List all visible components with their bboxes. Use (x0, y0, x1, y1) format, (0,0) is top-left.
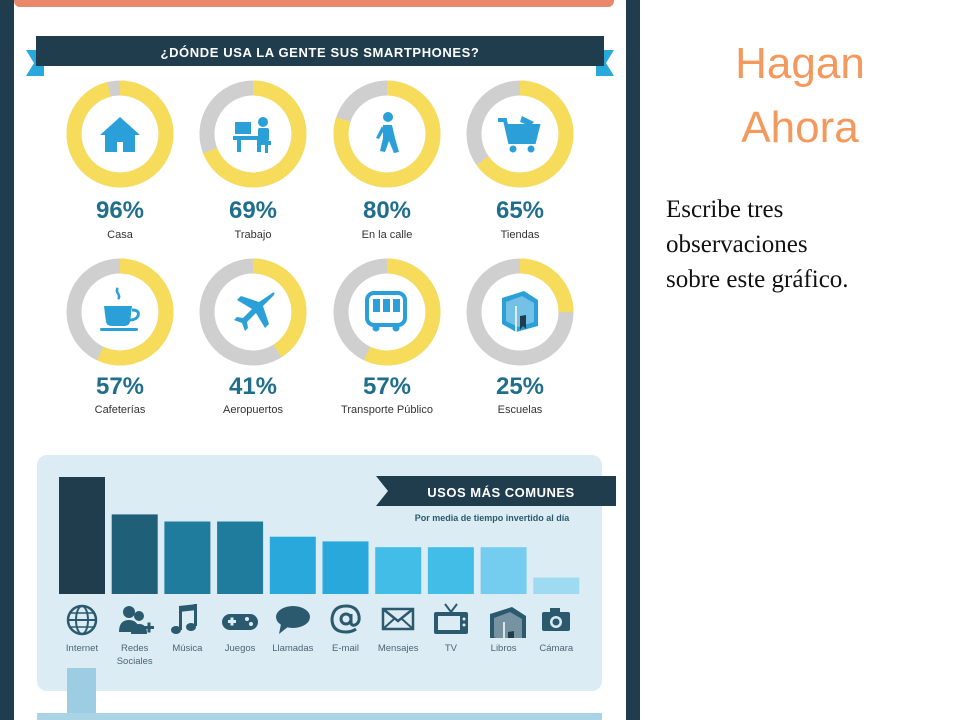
bar-category-label (263, 642, 323, 655)
donut-cafeter-as (64, 256, 176, 368)
instruction-line: observaciones (666, 231, 808, 258)
slide-title-line: Hagan (735, 39, 865, 88)
tv-icon (429, 602, 473, 638)
bar-category-label-line: Cámara (539, 643, 574, 654)
donut-casa (64, 78, 176, 190)
donut-en-la-calle (331, 78, 443, 190)
bar-category-label (52, 642, 112, 655)
donut-category-label: Cafeterías (94, 404, 146, 416)
frame-left-border (0, 0, 14, 720)
usage-title: USOS MÁS COMUNES (427, 485, 575, 500)
donut-percent-label: 41% (228, 373, 278, 400)
donut-trabajo (197, 78, 309, 190)
question-title: ¿DÓNDE USA LA GENTE SUS SMARTPHONES? (160, 45, 480, 60)
donut-tiendas (464, 78, 576, 190)
speech-bubble-icon (271, 602, 315, 638)
donut-category-label: Casa (107, 229, 133, 241)
donut-aeropuertos (197, 256, 309, 368)
camera-icon (534, 602, 578, 638)
bar-category-label-line: Juegos (224, 643, 256, 654)
bar-category-label-line: Internet (65, 643, 99, 654)
bar-category-label (316, 642, 376, 655)
usage-subtitle: Por media de tiempo invertido al día (414, 513, 570, 523)
donut-percent-label: 96% (95, 197, 145, 224)
donut-percent-label: 69% (228, 197, 278, 224)
gamepad-icon (218, 602, 262, 638)
bar-category-label (368, 642, 428, 655)
donut-category-label: Escuelas (497, 404, 543, 416)
donut-percent-label: 57% (95, 373, 145, 400)
bar-category-label-line: Llamadas (272, 643, 314, 654)
donut-percent-label: 65% (495, 197, 545, 224)
donut-category-label: Trabajo (234, 229, 272, 241)
bar-category-label-line: Libros (490, 643, 517, 654)
donut-category-label: Tiendas (500, 229, 540, 241)
instruction-line: Escribe tres (666, 196, 784, 223)
instruction-line: sobre este gráfico. (666, 266, 849, 293)
bar-category-label-line: Mensajes (377, 643, 419, 654)
top-accent-strip (14, 0, 614, 7)
slide-title (680, 32, 920, 160)
envelope-icon (376, 602, 420, 638)
people-plus-icon (113, 602, 157, 638)
bar-category-label-line: Música (172, 643, 203, 654)
bar-category-label-line: E-mail (332, 643, 359, 654)
at-sign-icon (324, 602, 368, 638)
globe-icon (60, 602, 104, 638)
donut-percent-label: 25% (495, 373, 545, 400)
donut-category-label: Aeropuertos (223, 404, 283, 416)
bar-category-label-line: Redes (120, 643, 149, 654)
donut-category-label: En la calle (361, 229, 413, 241)
bar-category-label (157, 642, 217, 655)
slide-instructions (666, 192, 946, 297)
frame-right-border (626, 0, 640, 720)
donut-escuelas (464, 256, 576, 368)
bar-category-label-line: Sociales (116, 656, 153, 667)
donut-category-label: Transporte Público (341, 404, 433, 416)
music-note-icon (165, 602, 209, 638)
bar-category-label (526, 642, 586, 655)
slide-title-line: Ahora (741, 103, 859, 152)
bar-category-label (421, 642, 481, 655)
bar-category-label (105, 642, 165, 668)
donut-percent-label: 80% (362, 197, 412, 224)
donut-percent-label: 57% (362, 373, 412, 400)
bar-category-label-line: TV (444, 643, 457, 654)
bar-category-label (210, 642, 270, 655)
bar-category-label (474, 642, 534, 655)
book-icon (482, 602, 526, 638)
panel-bottom-strip (37, 713, 602, 720)
donut-transporte-p-blico (331, 256, 443, 368)
